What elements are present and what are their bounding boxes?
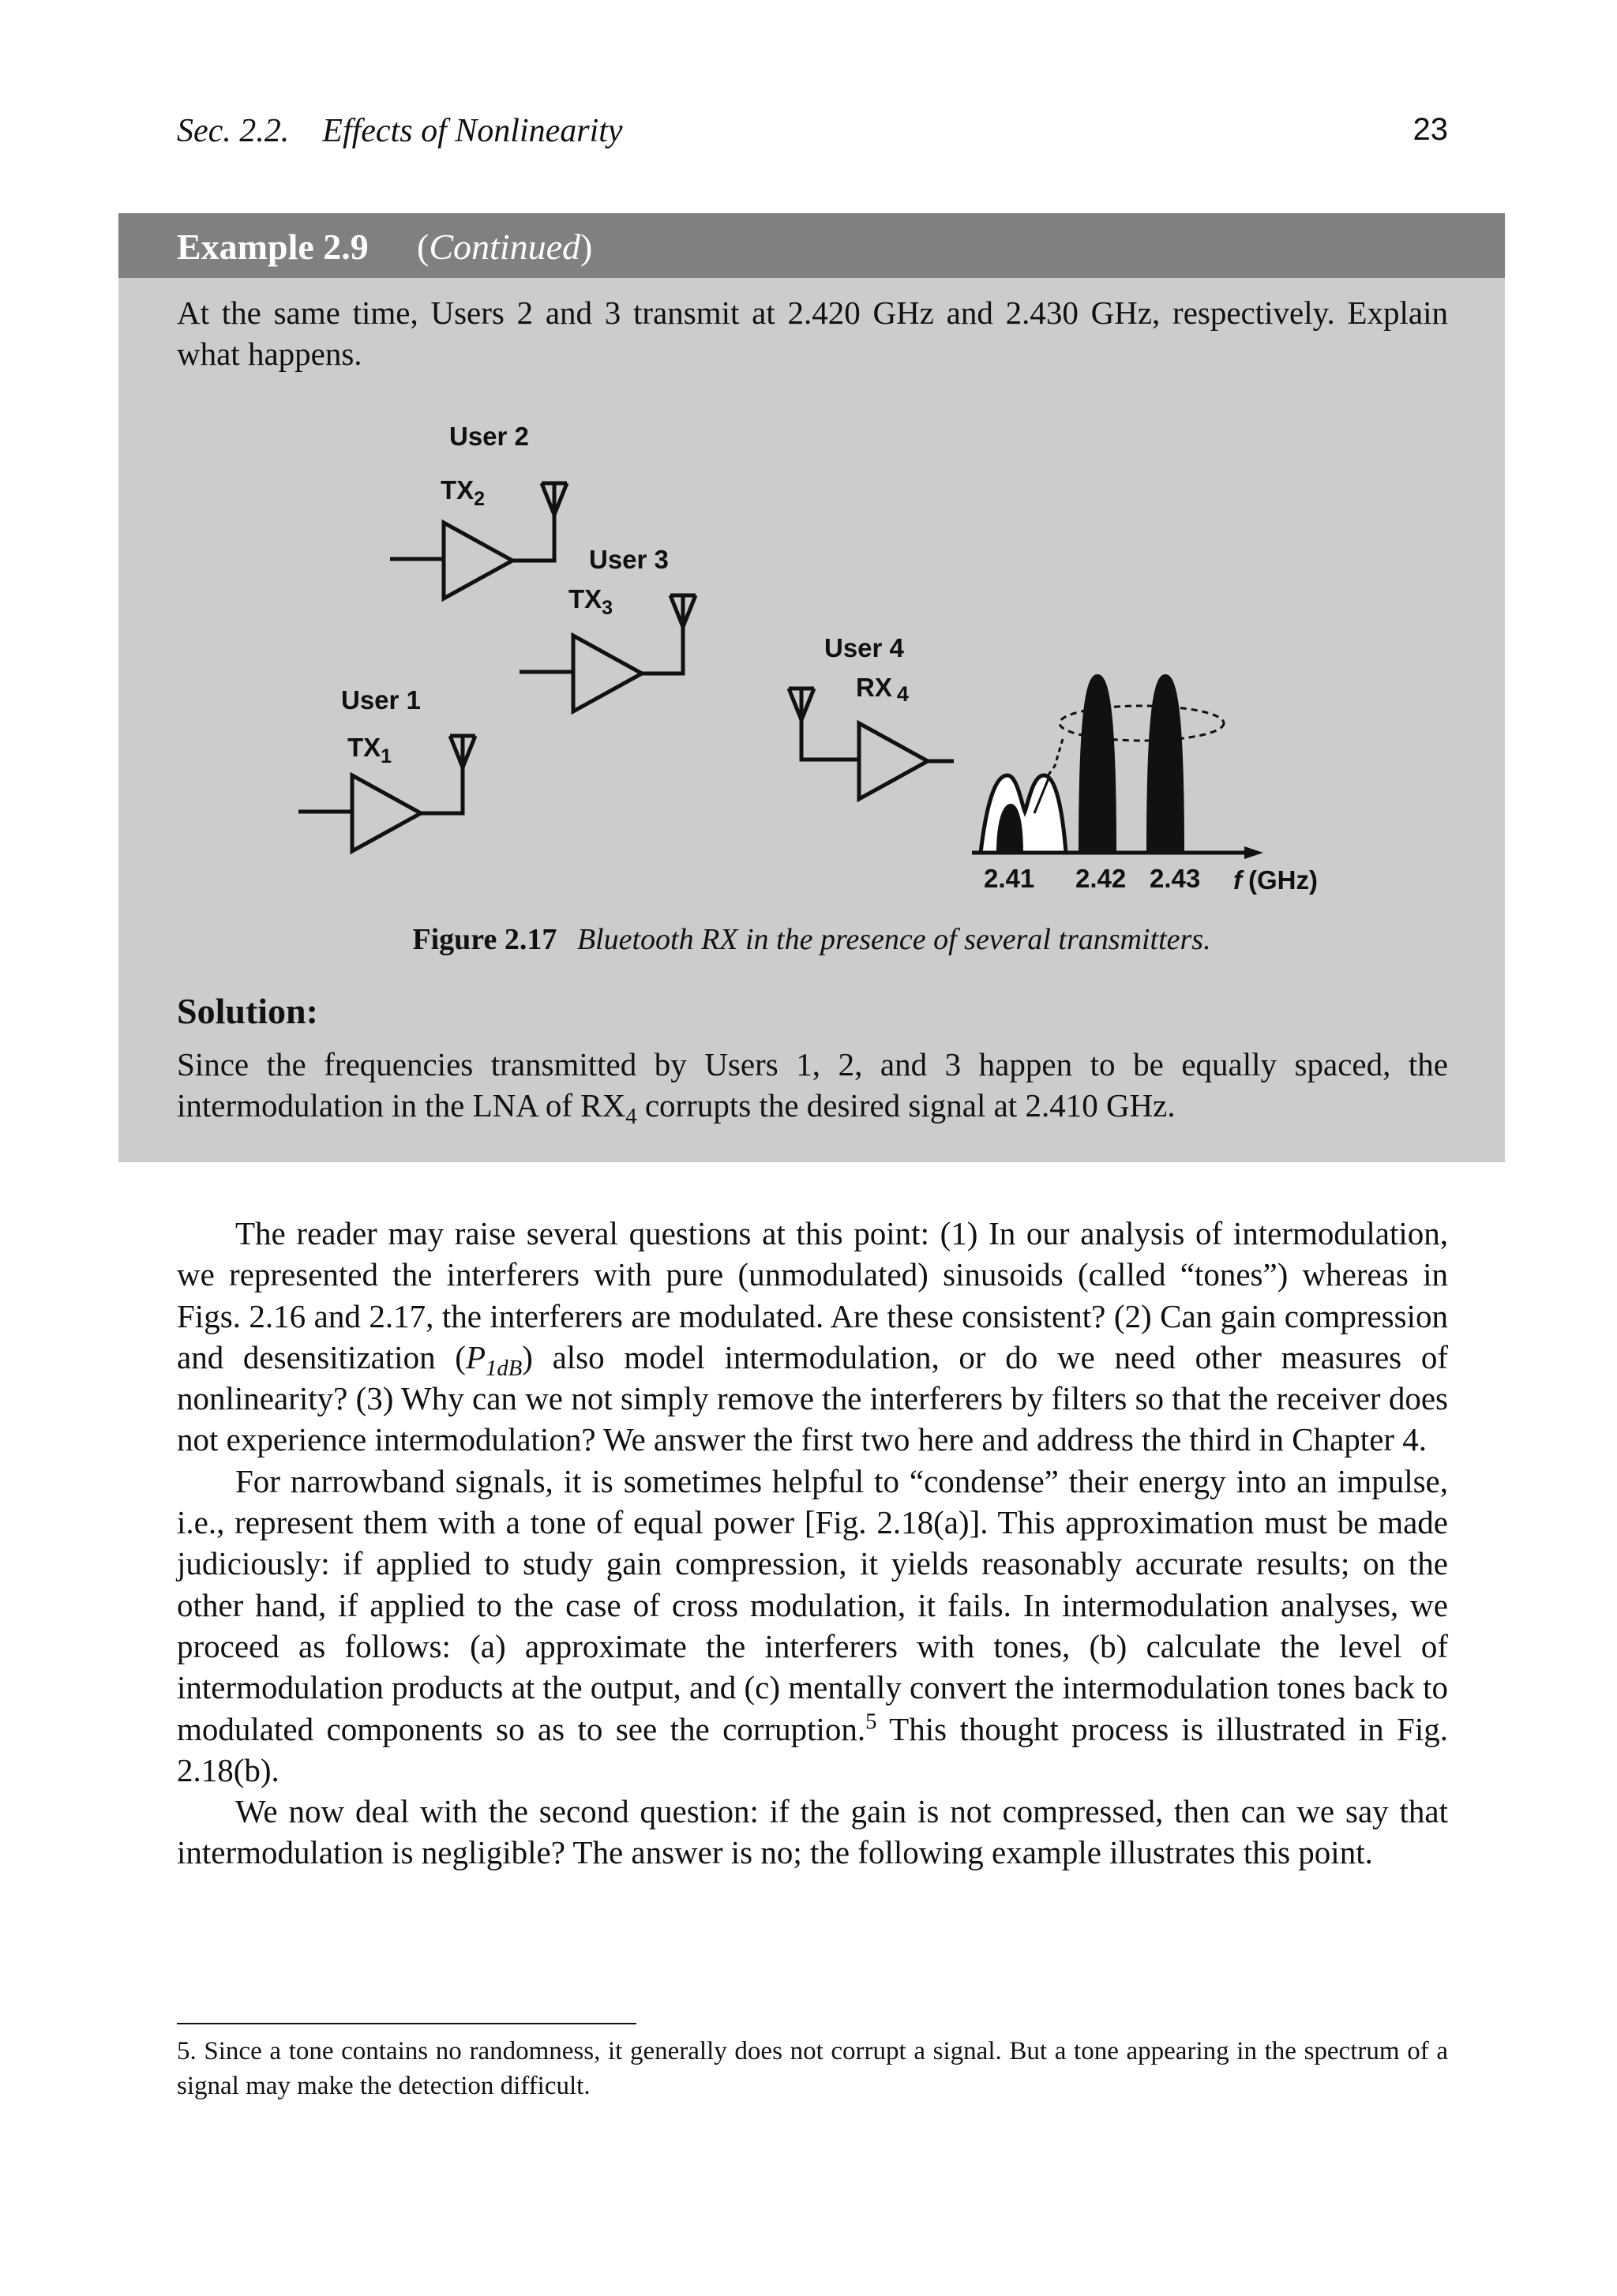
footnote-rule bbox=[177, 2023, 636, 2024]
figure-caption-text: Bluetooth RX in the presence of several transmitters. bbox=[576, 923, 1211, 956]
tx1-antenna-icon bbox=[450, 736, 475, 767]
footnote: 5. Since a tone contains no randomness, it generally does not corrupt a signal. But a tone appearing in the spectrum of a signal may make the detection difficult. bbox=[177, 2037, 1448, 2100]
tx3-antenna-icon bbox=[670, 595, 696, 627]
tx3-amplifier bbox=[520, 616, 683, 711]
section-title: Sec. 2.2. Effects of Nonlinearity bbox=[177, 113, 623, 149]
example-continued: (Continued) bbox=[417, 227, 593, 267]
tick-label-2-41: 2.41 bbox=[984, 864, 1035, 893]
user4-label: User 4 bbox=[824, 633, 904, 662]
user1-label: User 1 bbox=[341, 685, 421, 715]
page-number: 23 bbox=[1413, 112, 1448, 147]
footnote-marker: 5 bbox=[865, 1708, 877, 1734]
body-text bbox=[177, 1213, 1448, 1874]
tx2-amplifier bbox=[390, 504, 554, 598]
solution-text: Since the frequencies transmitted by Users 1, 2, and 3 happen to be equally spaced, the intermodulation in the LNA of $RX_4$ corrupts the desired signal at 2.410 GHz. bbox=[177, 1046, 1448, 1130]
tick-label-2-43: 2.43 bbox=[1150, 864, 1201, 893]
paragraph-2: For narrowband signals, it is sometimes helpful to “condense” their energy into an impulse, i.e., represent them with a tone of equal power [Fig. 2.18(a)]. This approximation must be made judiciously: if applied to study gain compression, it yields reasonably accurate results; on the other hand, if applied to the case of cross modulation, it fails. In intermodulation analyses, we proceed as follows: (a) approximate the interferers with tones, (b) calculate the level of intermodulation products at the output, and (c) mentally convert the intermodulation tones back to modulated components so as to see the corruption.$^5$ This thought process is illustrated in Fig. 2.18(b). bbox=[177, 1462, 1448, 1788]
example-label: Example 2.9 bbox=[177, 227, 369, 267]
user2-label: User 2 bbox=[449, 422, 529, 451]
tick-label-2-42: 2.42 bbox=[1075, 864, 1127, 893]
solution-heading: Solution: bbox=[177, 991, 318, 1031]
interferer-spectrum-243 bbox=[1146, 674, 1184, 853]
paragraph-1: The reader may raise several questions at this point: (1) In our analysis of intermodulation, we represented the interferers with pure (unmodulated) sinusoids (called “tones”) whereas in Figs. 2.16 and 2.17, the interferers are modulated. Are these consistent? (2) Can gain compression and desensitization $(P_{1dB})$ also model intermodulation, or do we need other measures of nonlinearity? (3) Why can we not simply remove the interferers by filters so that the receiver does not experience intermodulation? We answer the first two here and address the third in Chapter 4. bbox=[177, 1215, 1449, 1458]
im-product-spectrum bbox=[981, 775, 1066, 853]
running-head bbox=[177, 112, 1448, 156]
rx4-lna-amplifier bbox=[801, 688, 954, 799]
axis-unit-label: f (GHz) bbox=[1233, 865, 1318, 895]
figure-caption-label: Figure 2.17 bbox=[412, 923, 557, 956]
rx4-label: RX 4 bbox=[856, 673, 909, 706]
tx1-amplifier bbox=[298, 756, 463, 851]
paragraph-3: We now deal with the second question: if the gain is not compressed, then can we say that intermodulation is negligible? The answer is no; the following example illustrates this point. bbox=[177, 1793, 1448, 1871]
interferer-spectrum-242 bbox=[1079, 674, 1116, 853]
intermod-dashed-link bbox=[1047, 739, 1063, 777]
spectrum-plot bbox=[972, 674, 1263, 859]
tx3-label: $TX_3$ bbox=[568, 584, 613, 619]
tx2-label: $TX_2$ bbox=[441, 475, 486, 510]
example-question: At the same time, Users 2 and 3 transmit at 2.420 GHz and 2.430 GHz, respectively. Explain what happens. bbox=[177, 295, 1448, 372]
frequency-axis-arrow-icon bbox=[1244, 846, 1263, 859]
user3-label: User 3 bbox=[589, 545, 669, 574]
bluetooth-figure bbox=[118, 213, 1505, 1162]
tx1-label: $TX_1$ bbox=[347, 733, 392, 767]
tx2-antenna-icon bbox=[542, 483, 567, 515]
